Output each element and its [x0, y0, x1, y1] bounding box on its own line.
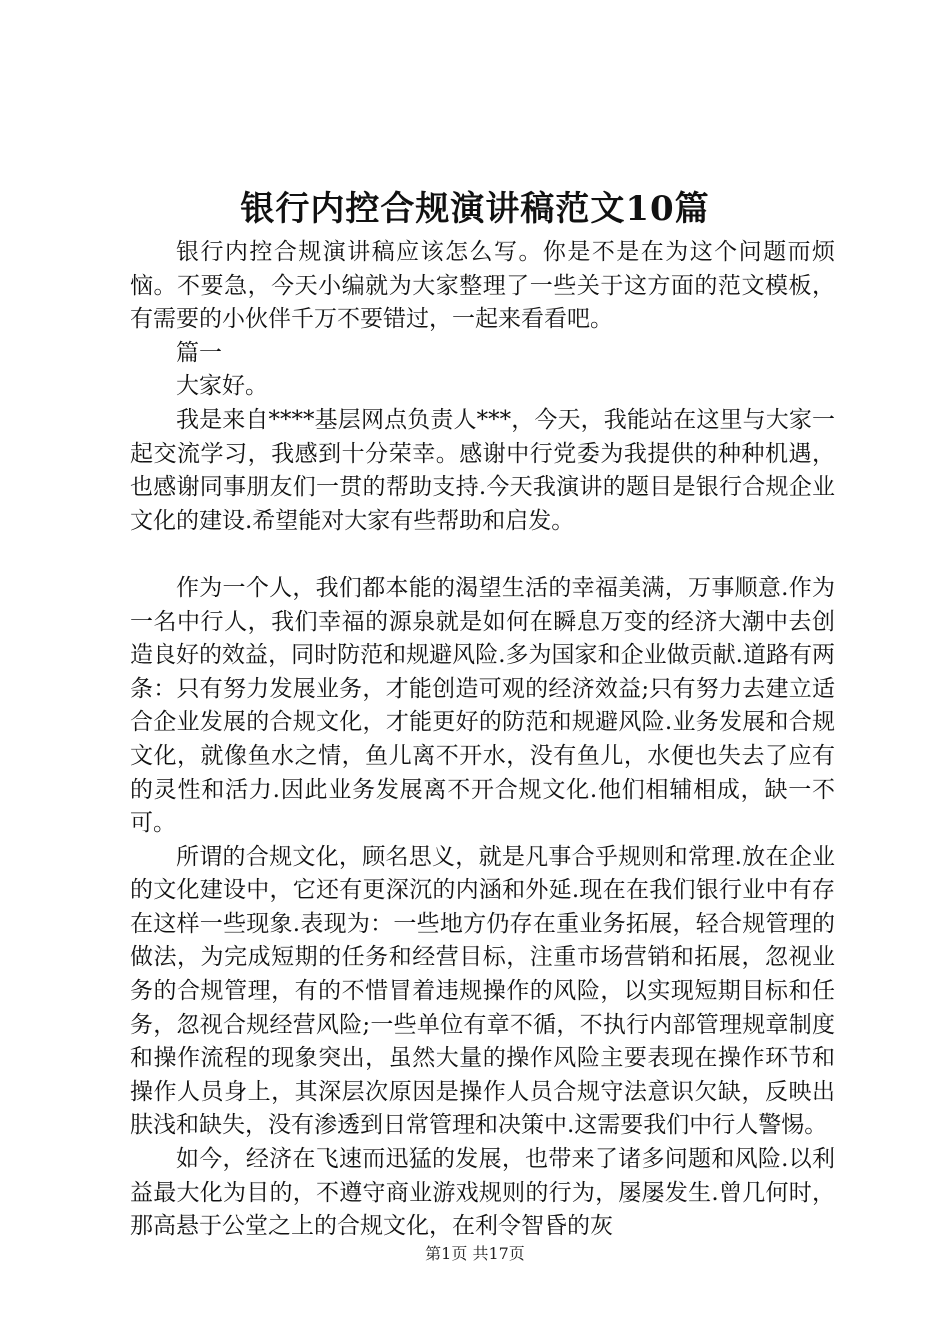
- intro-paragraph: 银行内控合规演讲稿应该怎么写。你是不是在为这个问题而烦恼。不要急，今天小编就为大家整理了一些关于这方面的范文模板，有需要的小伙伴千万不要错过，一起来看看吧。: [130, 239, 835, 333]
- document-body: [130, 236, 835, 1244]
- greeting-paragraph: 大家好。: [176, 373, 268, 400]
- body-paragraph: 我是来自****基层网点负责人***，今天，我能站在这里与大家一起交流学习，我感到十分荣幸。感谢中行党委为我提供的种种机遇，也感谢同事朋友们一贯的帮助支持.今天我演讲的题目是银行合规企业文化的建设.希望能对大家有些帮助和启发。: [130, 406, 835, 534]
- page-footer: 第1页 共17页: [425, 1244, 525, 1263]
- body-paragraph: 作为一个人，我们都本能的渴望生活的幸福美满，万事顺意.作为一名中行人，我们幸福的源泉就是如何在瞬息万变的经济大潮中去创造良好的效益，同时防范和规避风险.多为国家和企业做贡献.道路有两条：只有努力发展业务，才能创造可观的经济效益;只有努力去建立适合企业发展的合规文化，才能更好的防范和规避风险.业务发展和合规文化，就像鱼水之情，鱼儿离不开水，没有鱼儿，水便也失去了应有的灵性和活力.因此业务发展离不开合规文化.他们相辅相成，缺一不可。: [130, 574, 835, 837]
- body-paragraph: 如今，经济在飞速而迅猛的发展，也带来了诸多问题和风险.以利益最大化为目的，不遵守商业游戏规则的行为，屡屡发生.曾几何时，那高悬于公堂之上的合规文化，在利令智昏的灰: [130, 1146, 835, 1240]
- document-title: 银行内控合规演讲稿范文10篇: [240, 189, 710, 229]
- body-paragraph: 所谓的合规文化，顾名思义，就是凡事合乎规则和常理.放在企业的文化建设中，它还有更深沉的内涵和外延.现在在我们银行业中有存在这样一些现象.表现为：一些地方仍存在重业务拓展，轻合规管理的做法，为完成短期的任务和经营目标，注重市场营销和拓展，忽视业务的合规管理，有的不惜冒着违规操作的风险，以实现短期目标和任务，忽视合规经营风险;一些单位有章不循，不执行内部管理规章制度和操作流程的现象突出，虽然大量的操作风险主要表现在操作环节和操作人员身上，其深层次原因是操作人员合规守法意识欠缺，反映出肤浅和缺失，没有渗透到日常管理和决策中.这需要我们中行人警惕。: [130, 843, 835, 1139]
- section-heading: 篇一: [176, 339, 222, 366]
